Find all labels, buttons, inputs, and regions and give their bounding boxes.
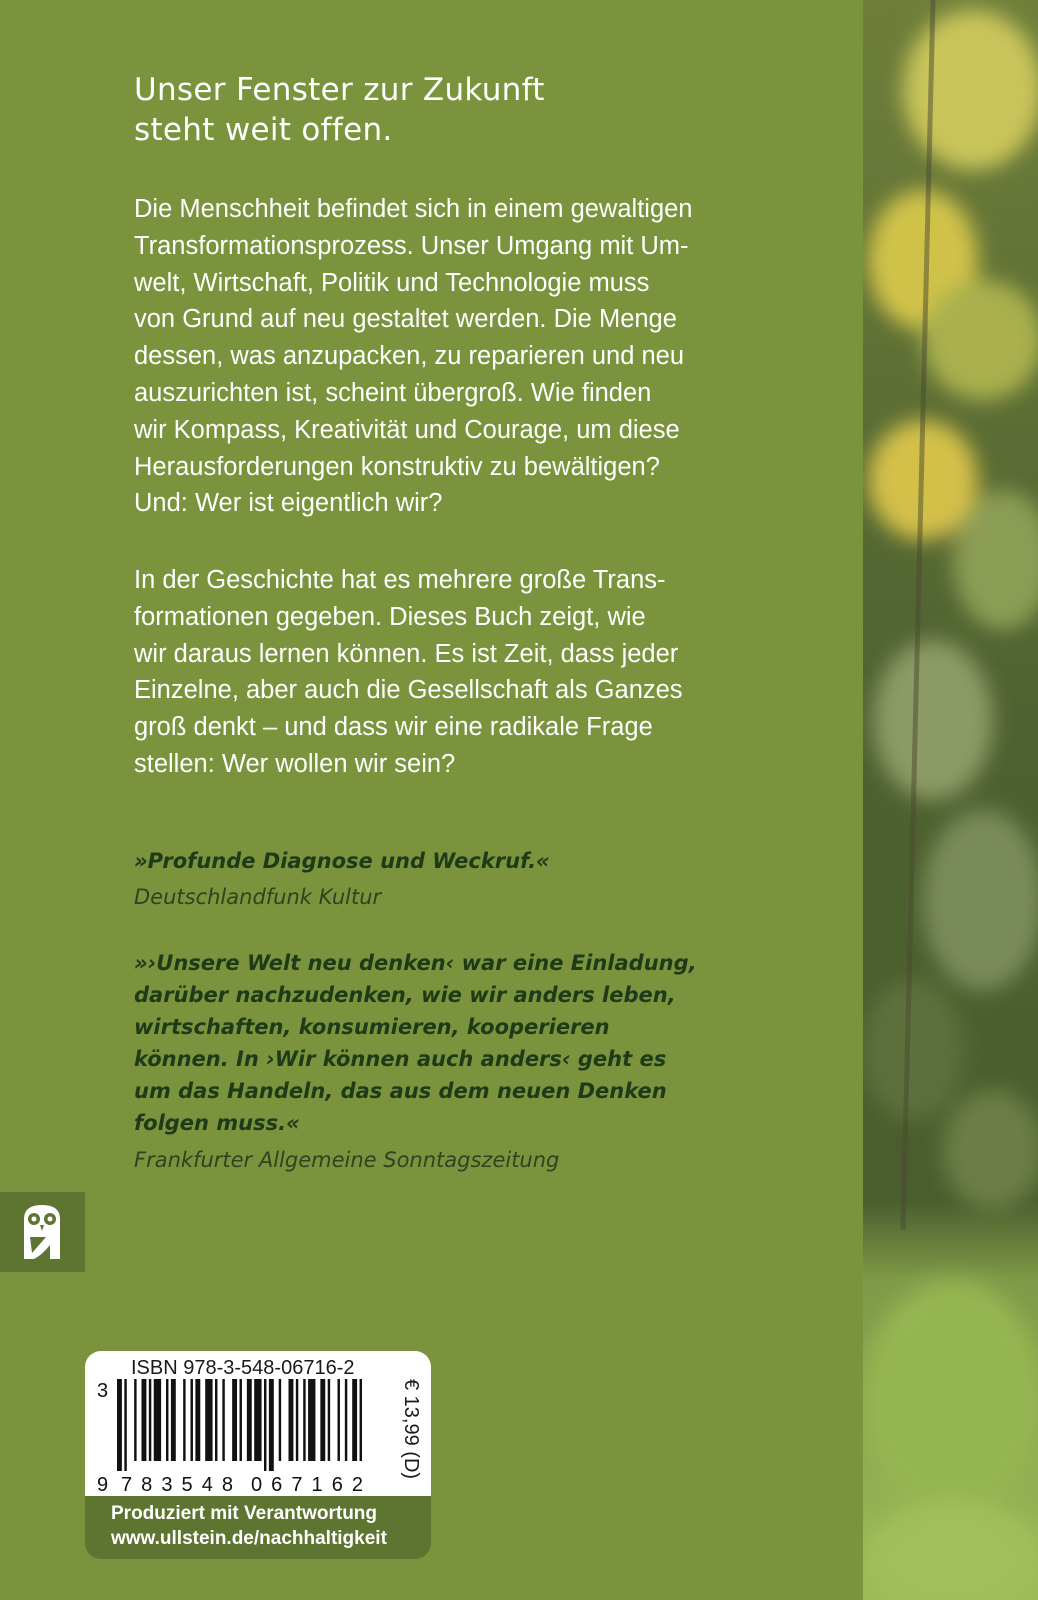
review-source-1: Deutschlandfunk Kultur xyxy=(134,885,382,909)
sustainability-note xyxy=(85,1496,431,1559)
barcode-bar xyxy=(183,1379,185,1461)
barcode-label xyxy=(85,1351,431,1496)
review-source-2: Frankfurter Allgemeine Sonntagszeitung xyxy=(134,1148,560,1172)
barcode-bar xyxy=(320,1379,325,1461)
barcode-bar xyxy=(264,1379,266,1471)
isbn-text: ISBN 978-3-548-06716-2 xyxy=(131,1357,355,1379)
quote-line: wirtschaften, konsumieren, kooperieren xyxy=(134,1015,610,1039)
barcode-bar xyxy=(240,1379,242,1461)
quote-line: um das Handeln, das aus dem neuen Denken xyxy=(134,1079,667,1103)
barcode-area xyxy=(85,1351,431,1559)
barcode-bar xyxy=(308,1379,315,1461)
quote-line: können. In ›Wir können auch anders‹ geht es xyxy=(134,1047,667,1071)
barcode-bar xyxy=(360,1379,362,1461)
text-line: auszurichten ist, scheint übergroß. Wie finden xyxy=(134,378,652,407)
text-line: dessen, was anzupacken, zu reparieren und neu xyxy=(134,342,685,371)
barcode-bar xyxy=(195,1379,200,1461)
text-line: formationen gegeben. Dieses Buch zeigt, wie xyxy=(134,602,646,631)
barcode-bar xyxy=(166,1379,168,1461)
quote-line: darüber nachzudenken, wie wir anders leben, xyxy=(134,983,676,1007)
text-line: In der Geschichte hat es mehrere große Trans- xyxy=(134,566,666,594)
barcode-bar xyxy=(117,1379,122,1471)
tree-photo xyxy=(863,0,1038,1600)
barcode-bar xyxy=(269,1379,274,1471)
barcode-bar xyxy=(149,1379,151,1461)
text-line: Einzelne, aber auch die Gesellschaft als Ganzes xyxy=(134,676,683,705)
barcode-bar xyxy=(338,1379,340,1461)
headline-line: Unser Fenster zur Zukunft xyxy=(134,72,545,108)
barcode-bar xyxy=(222,1379,224,1461)
quote-line: »›Unsere Welt neu denken‹ war eine Einladung, xyxy=(134,951,697,975)
barcode-bar xyxy=(279,1379,281,1461)
text-line: welt, Wirtschaft, Politik und Technologie muss xyxy=(134,268,650,297)
barcode-bar xyxy=(205,1379,212,1461)
review-quote-2 xyxy=(134,947,774,1139)
cover-photo-edge xyxy=(863,0,1038,1600)
barcode-bar xyxy=(142,1379,147,1461)
barcode-leading-digit: 9 xyxy=(97,1474,109,1495)
text-line: Herausforderungen konstruktiv zu bewältigen? xyxy=(134,452,660,481)
text-line: wir Kompass, Kreativität und Courage, um diese xyxy=(134,415,680,444)
text-line: stellen: Wer wollen wir sein? xyxy=(134,749,456,778)
owl-icon xyxy=(20,1201,64,1263)
headline xyxy=(134,70,774,150)
barcode-bar xyxy=(134,1379,136,1461)
sustainability-line-2: www.ullstein.de/nachhaltigkeit xyxy=(111,1528,387,1549)
text-line: Und: Wer ist eigentlich wir? xyxy=(134,489,443,518)
barcode-bar xyxy=(124,1379,126,1471)
barcode-bar xyxy=(352,1379,357,1461)
headline-line: steht weit offen. xyxy=(134,112,393,148)
barcode-bar xyxy=(191,1379,193,1461)
barcode-bar xyxy=(345,1379,347,1461)
barcode-bar xyxy=(296,1379,298,1461)
barcode-bar xyxy=(328,1379,330,1461)
barcode-digits-left: 783548 xyxy=(121,1474,233,1495)
text-line: groß denkt – und dass wir eine radikale Frage xyxy=(134,713,653,742)
publisher-logo xyxy=(0,1192,85,1272)
price-text: € 13,99 (D) xyxy=(400,1379,422,1480)
barcode-bar xyxy=(303,1379,305,1461)
quote-line: folgen muss.« xyxy=(134,1111,300,1135)
barcode-bar xyxy=(154,1379,161,1461)
barcode-bar xyxy=(247,1379,252,1461)
text-line: wir daraus lernen können. Es ist Zeit, dass jeder xyxy=(134,639,679,668)
barcode-bar xyxy=(289,1379,294,1461)
blurb-paragraph-2 xyxy=(134,562,774,783)
text-line: von Grund auf neu gestaltet werden. Die Menge xyxy=(134,305,677,334)
text-line: Die Menschheit befindet sich in einem gewaltigen xyxy=(134,195,693,223)
blurb-paragraph-1 xyxy=(134,191,774,522)
barcode-digits-right: 067162 xyxy=(251,1474,363,1495)
quote-line: »Profunde Diagnose und Weckruf.« xyxy=(134,849,550,873)
sustainability-line-1: Produziert mit Verantwortung xyxy=(111,1503,378,1524)
barcode-bar xyxy=(254,1379,261,1461)
barcode-bar xyxy=(171,1379,176,1461)
barcode-bar xyxy=(215,1379,217,1461)
review-quote-1 xyxy=(134,845,774,877)
text-line: Transformationsprozess. Unser Umgang mit Um- xyxy=(134,231,689,260)
barcode-bar xyxy=(232,1379,237,1461)
barcode-addon-digit: 3 xyxy=(97,1380,109,1402)
barcode xyxy=(95,1379,395,1495)
